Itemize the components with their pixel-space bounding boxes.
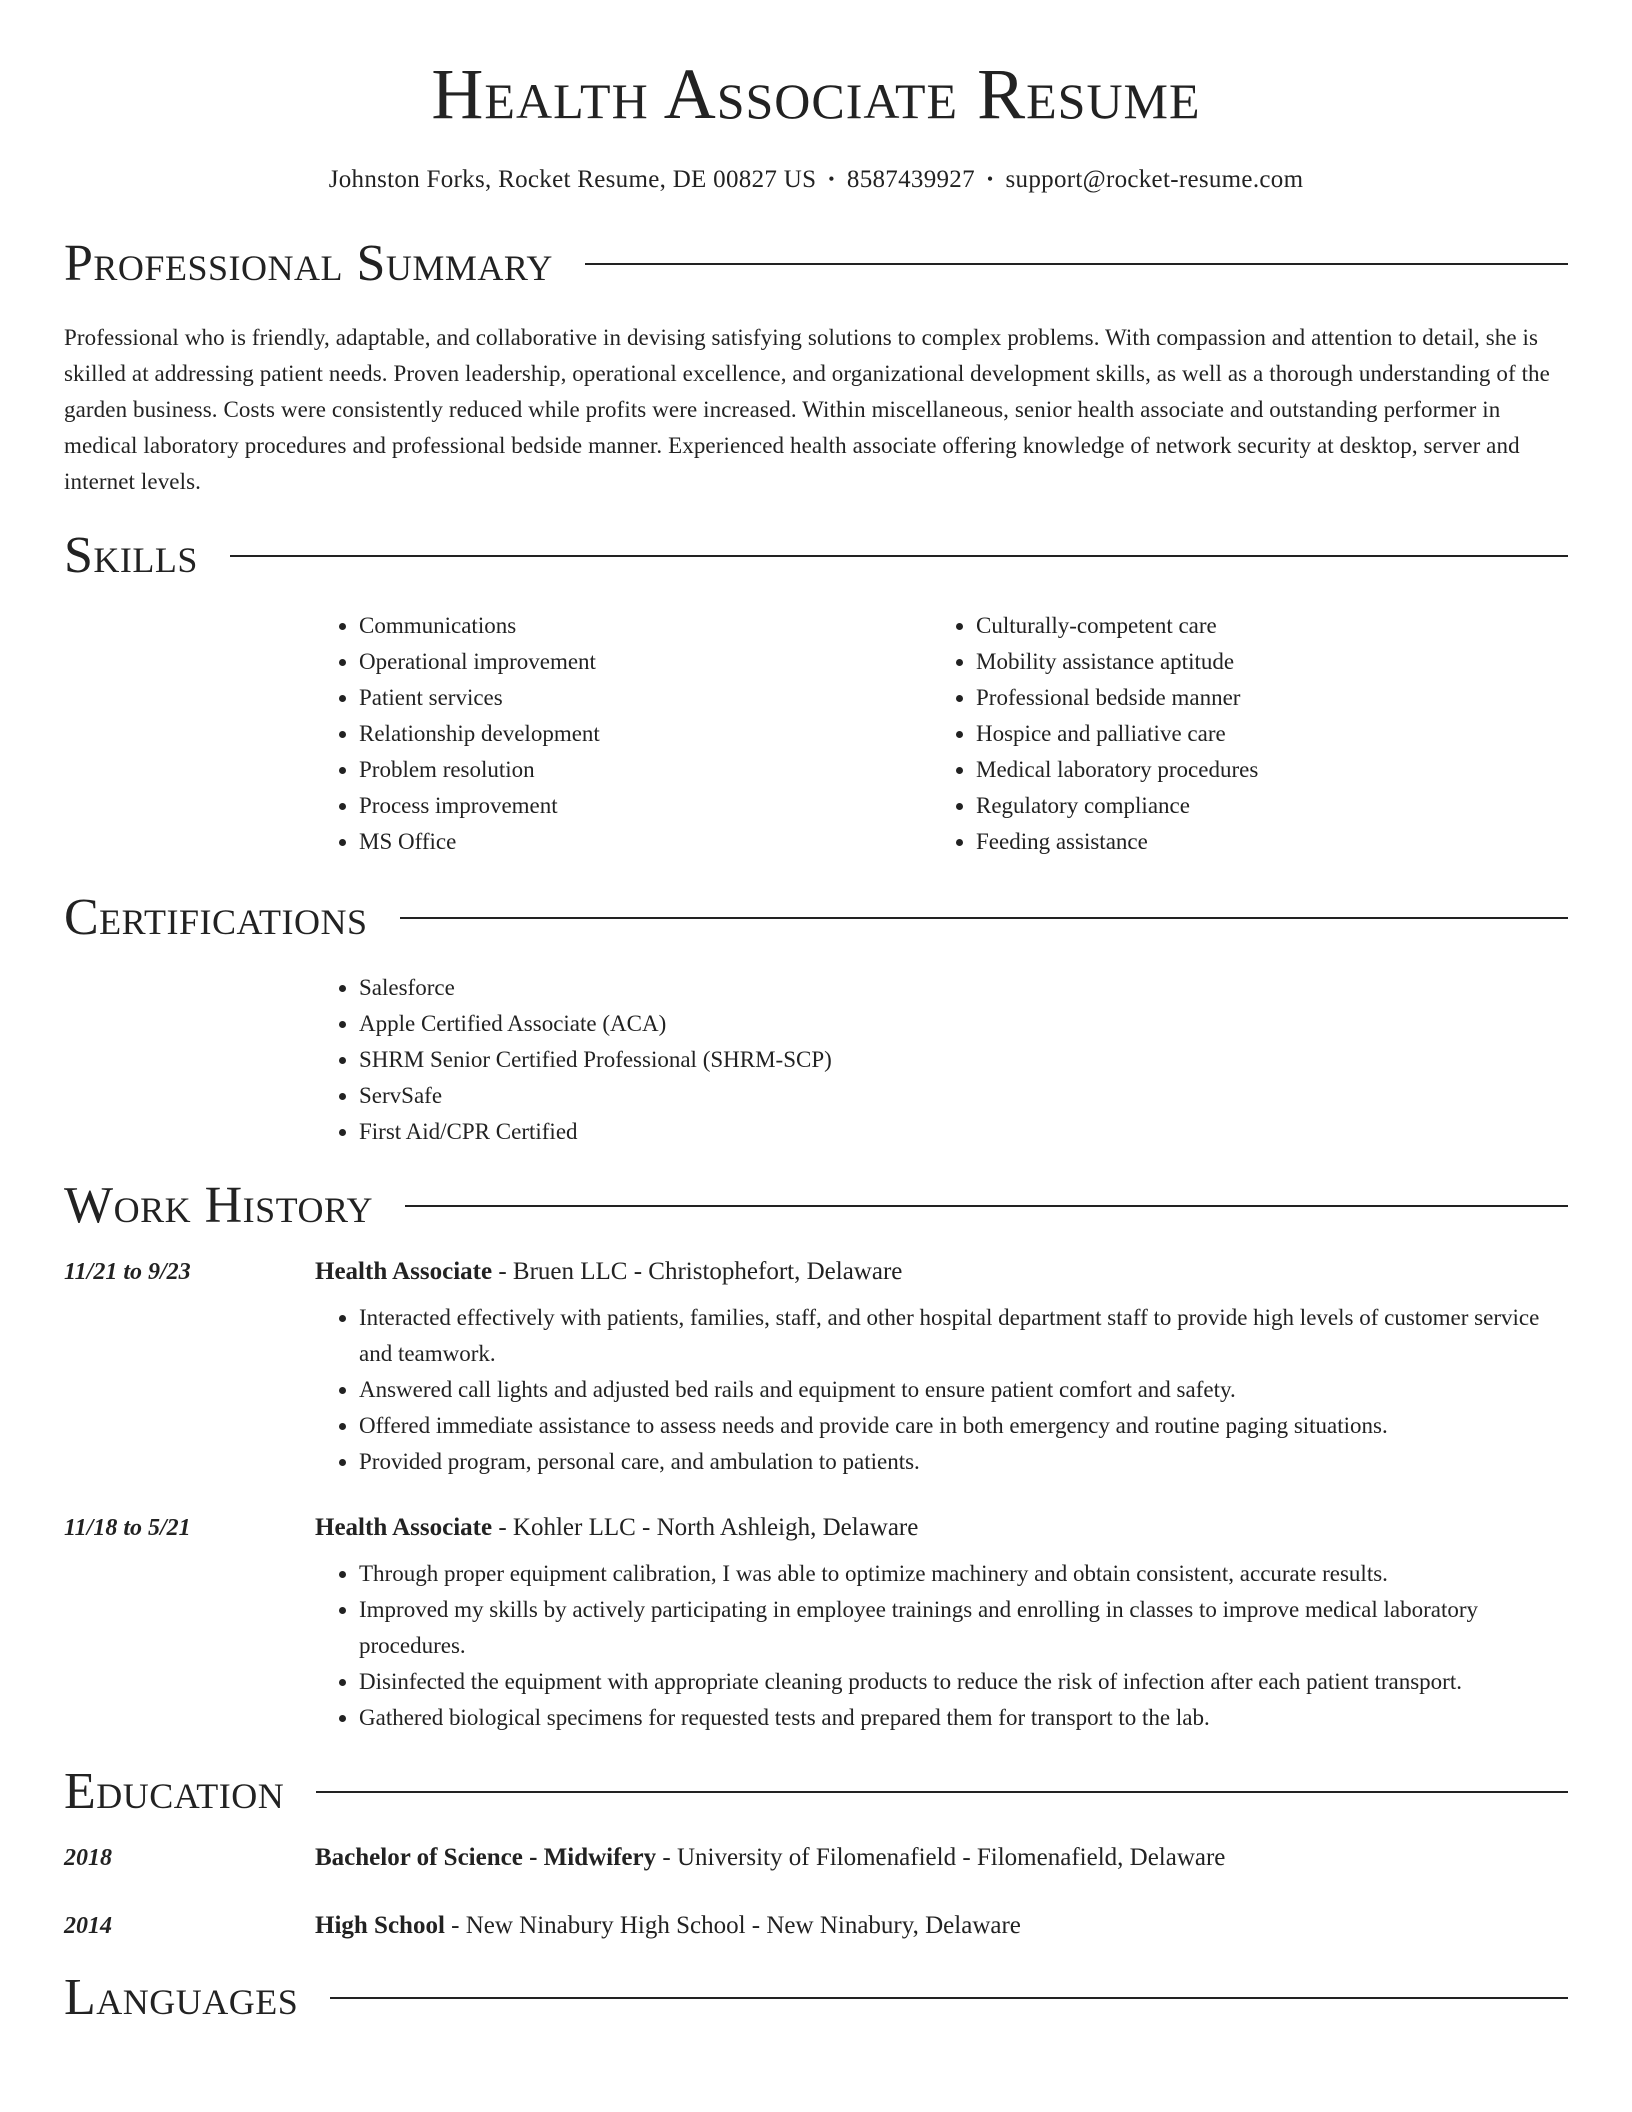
job-bullet: • Gathered biological specimens for requested tests and prepared them for transport to the lab. [359, 1700, 1568, 1736]
contact-email[interactable]: support@rocket-resume.com [1005, 166, 1304, 193]
job-bullet: • Through proper equipment calibration, I was able to optimize machinery and obtain consistent, accurate results. [359, 1556, 1568, 1592]
job-bullet: • Interacted effectively with patients, families, staff, and other hospital department staff to provide high levels of customer service and teamwork. [359, 1300, 1568, 1372]
skill-item: • Hospice and palliative care [976, 716, 1549, 752]
certification-item: • Apple Certified Associate (ACA) [359, 1006, 1568, 1042]
education-year: 2014 [64, 1913, 112, 1939]
education-degree: Bachelor of Science - Midwifery [315, 1844, 657, 1871]
job-bullet: • Answered call lights and adjusted bed rails and equipment to ensure patient comfort and safety. [359, 1372, 1568, 1408]
skill-item: • Culturally-competent care [976, 608, 1549, 644]
skills-section [64, 526, 1568, 860]
job-employer: - Kohler LLC - North Ashleigh, Delaware [492, 1514, 919, 1541]
skill-item: • Medical laboratory procedures [976, 752, 1549, 788]
education-school: - New Ninabury High School - New Ninabury, Delaware [444, 1912, 1021, 1939]
summary-text: Professional who is friendly, adaptable, and collaborative in devising satisfying solutions to complex problems. With compassion and attention to detail, she is skilled at addressing patient needs. Proven leadership, operational excellence, and organizational development skills, as well as a thorough understanding of the garden business. Costs were consistently reduced while profits were increased. Within miscellaneous, senior health associate and outstanding performer in medical laboratory procedures and professional bedside manner. Experienced health associate offering knowledge of network security at desktop, server and internet levels. [64, 325, 1550, 494]
section-title-languages: Languages [64, 1969, 299, 2026]
certifications-section [64, 888, 1568, 1150]
skill-item: • MS Office [359, 824, 932, 860]
skill-item: • Professional bedside manner [976, 680, 1549, 716]
certification-item: • First Aid/CPR Certified [359, 1114, 1568, 1150]
job-bullets [315, 1556, 1568, 1736]
job-bullet: • Offered immediate assistance to assess needs and provide care in both emergency and routine paging situations. [359, 1408, 1568, 1444]
section-header [64, 888, 1568, 948]
job-bullet: • Disinfected the equipment with appropriate cleaning products to reduce the risk of infection after each patient transport. [359, 1664, 1568, 1700]
job-entry [64, 1258, 1568, 1480]
certification-item: • Salesforce [359, 970, 1568, 1006]
job-bullet: • Improved my skills by actively participating in employee trainings and enrolling in classes to improve medical laboratory procedures. [359, 1592, 1568, 1664]
section-title-summary: Professional Summary [64, 235, 553, 292]
skill-item: • Regulatory compliance [976, 788, 1549, 824]
education-entry [64, 1844, 1568, 1872]
languages-section [64, 1968, 1568, 2028]
education-title [315, 1844, 1225, 1872]
job-header [64, 1258, 1568, 1286]
section-title-certifications: Certifications [64, 889, 368, 946]
skill-item: • Relationship development [359, 716, 932, 752]
job-bullets [315, 1300, 1568, 1480]
education-entry [64, 1912, 1568, 1940]
job-bullet: • Provided program, personal care, and ambulation to patients. [359, 1444, 1568, 1480]
section-title-skills: Skills [64, 527, 198, 584]
contact-separator: • [828, 169, 835, 189]
certification-item: • ServSafe [359, 1078, 1568, 1114]
section-header [64, 526, 1568, 586]
section-divider [585, 263, 1568, 265]
section-divider [316, 1791, 1568, 1793]
skill-item: • Feeding assistance [976, 824, 1549, 860]
section-divider [230, 555, 1568, 557]
contact-separator: • [986, 169, 994, 189]
skill-item: • Process improvement [359, 788, 932, 824]
skill-item: • Mobility assistance aptitude [976, 644, 1549, 680]
section-title-work-history: Work History [64, 1177, 374, 1234]
education-school: - University of Filomenafield - Filomenafield, Delaware [656, 1844, 1226, 1871]
job-dates: 11/18 to 5/21 [64, 1515, 191, 1541]
section-header [64, 234, 1568, 294]
job-role: Health Associate [315, 1258, 493, 1285]
certification-item: • SHRM Senior Certified Professional (SHRM-SCP) [359, 1042, 1568, 1078]
job-employer: - Bruen LLC - Christophefort, Delaware [492, 1258, 903, 1285]
resume-title: Health Associate Resume [431, 54, 1201, 134]
job-role: Health Associate [315, 1514, 493, 1541]
job-dates: 11/21 to 9/23 [64, 1259, 191, 1285]
skill-item: • Communications [359, 608, 932, 644]
section-divider [330, 1997, 1568, 1999]
section-divider [405, 1205, 1568, 1207]
section-divider [400, 917, 1568, 919]
contact-line [64, 166, 1568, 194]
contact-phone[interactable]: 8587439927 [846, 166, 975, 193]
job-title [315, 1514, 918, 1542]
skills-column-right [932, 608, 1549, 860]
education-year: 2018 [64, 1845, 112, 1871]
job-title [315, 1258, 902, 1286]
job-header [64, 1514, 1568, 1542]
section-title-education: Education [64, 1763, 285, 1820]
section-header [64, 1762, 1568, 1822]
skill-item: • Problem resolution [359, 752, 932, 788]
skills-grid [315, 608, 1568, 860]
skill-item: • Operational improvement [359, 644, 932, 680]
skills-column-left [315, 608, 932, 860]
contact-address: Johnston Forks, Rocket Resume, DE 00827 US [328, 166, 817, 193]
work-history-section [64, 1176, 1568, 1736]
skill-item: • Patient services [359, 680, 932, 716]
section-header [64, 1968, 1568, 2028]
job-entry [64, 1514, 1568, 1736]
section-header [64, 1176, 1568, 1236]
education-title [315, 1912, 1021, 1940]
summary-section [64, 234, 1568, 500]
certifications-list [315, 970, 1568, 1150]
education-section [64, 1762, 1568, 1940]
education-degree: High School [315, 1912, 445, 1939]
